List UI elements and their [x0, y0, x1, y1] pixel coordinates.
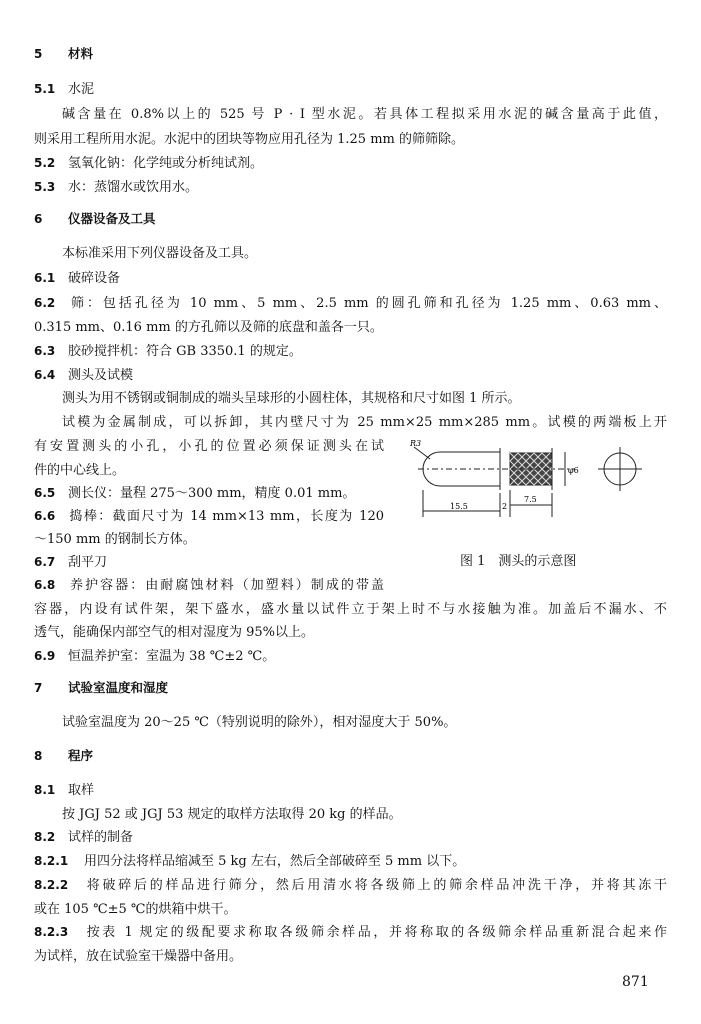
section-5-2: 5.2 氢氧化钠：化学纯或分析纯试剂。 [34, 156, 264, 171]
section-8-2-1: 8.2.1 用四分法将样品缩减至 5 kg 左右，然后全部破碎至 5 mm 以下。 [34, 854, 466, 869]
section-8-1-paragraph: 按 JGJ 52 或 JGJ 53 规定的取样方法取得 20 kg 的样品。 [62, 807, 402, 822]
section-7-heading: 7 试验室温度和湿度 [34, 680, 169, 695]
page-number: 871 [622, 974, 649, 990]
section-6-8-line1: 6.8 养护容器：由耐腐蚀材料（加塑料）制成的带盖 [34, 578, 384, 593]
section-6-9: 6.9 恒温养护室：室温为 38 ℃±2 ℃。 [34, 649, 276, 664]
section-6-4: 6.4 测头及试模 [34, 368, 134, 383]
section-5-1-paragraph-line1: 碱含量在 0.8%以上的 525 号 P · I 型水泥。若具体工程拟采用水泥的碱含量高于此值， [62, 107, 667, 122]
section-8-2-3-line1: 8.2.3 按表 1 规定的级配要求称取各级筛余样品，并将称取的各级筛余样品重新混合起来作 [34, 925, 667, 940]
section-5-1-heading: 5.1 水泥 [34, 82, 95, 97]
section-6-6-line2: ～150 mm 的钢制长方体。 [34, 532, 196, 547]
gap-label: 2 [502, 502, 508, 511]
section-6-intro: 本标准采用下列仪器设备及工具。 [62, 246, 258, 261]
section-6-1: 6.1 破碎设备 [34, 271, 121, 286]
section-6-8-line3: 透气，能确保内部空气的相对湿度为 95%以上。 [34, 625, 315, 640]
section-8-2: 8.2 试样的制备 [34, 830, 134, 845]
section-6-4-paragraph-line2: 试模为金属制成，可以拆卸，其内壁尺寸为 25 mm×25 mm×285 mm。试模的两端板上开 [62, 415, 667, 430]
figure-1-probe-diagram [400, 435, 655, 525]
section-6-4-paragraph-line1: 测头为用不锈钢或铜制成的端头呈球形的小圆柱体，其规格和尺寸如图 1 所示。 [62, 391, 521, 406]
diameter-label: φ6 [568, 466, 579, 475]
section-6-2-line1: 6.2 筛：包括孔径为 10 mm、5 mm、2.5 mm 的圆孔筛和孔径为 1.25 mm、0.63 mm、 [34, 296, 667, 311]
section-6-heading: 6 仪器设备及工具 [34, 211, 156, 226]
section-8-1: 8.1 取样 [34, 783, 95, 798]
section-5-heading: 5 材料 [34, 46, 94, 61]
section-6-4-paragraph-line3: 有安置测头的小孔，小孔的位置必须保证测头在试 [34, 439, 384, 454]
section-8-2-2-line2: 或在 105 ℃±5 ℃的烘箱中烘干。 [34, 902, 237, 917]
section-8-heading: 8 程序 [34, 748, 94, 763]
section-6-3: 6.3 胶砂搅拌机：符合 GB 3350.1 的规定。 [34, 344, 302, 359]
section-5-1-paragraph-line2: 则采用工程所用水泥。水泥中的团块等物应用孔径为 1.25 mm 的筛筛除。 [34, 132, 464, 147]
section-8-2-2-line1: 8.2.2 将破碎后的样品进行筛分，然后用清水将各级筛上的筛余样品冲洗干净，并将其冻干 [34, 878, 667, 893]
section-8-2-3-line2: 为试样，放在试验室干燥器中备用。 [34, 949, 243, 964]
section-5-3: 5.3 水：蒸馏水或饮用水。 [34, 180, 199, 195]
section-6-6-line1: 6.6 捣棒：截面尺寸为 14 mm×13 mm，长度为 120 [34, 509, 384, 524]
section-6-5: 6.5 测长仪：量程 275～300 mm，精度 0.01 mm。 [34, 486, 356, 501]
section-6-4-paragraph-line4: 件的中心线上。 [34, 463, 126, 478]
section-7-paragraph: 试验室温度为 20～25 ℃（特别说明的除外），相对湿度大于 50%。 [62, 715, 457, 730]
section-6-7: 6.7 刮平刀 [34, 555, 108, 570]
section-6-2-line2: 0.315 mm、0.16 mm 的方孔筛以及筛的底盘和盖各一只。 [34, 320, 383, 335]
thread-length-label: 7.5 [524, 495, 537, 504]
length-label: 15.5 [450, 502, 468, 511]
radius-label: R3 [410, 439, 422, 448]
figure-1-caption: 图 1 测头的示意图 [460, 554, 577, 569]
section-6-8-line2: 容器，内设有试件架，架下盛水，盛水量以试件立于架上时不与水接触为准。加盖后不漏水、不 [34, 602, 667, 617]
